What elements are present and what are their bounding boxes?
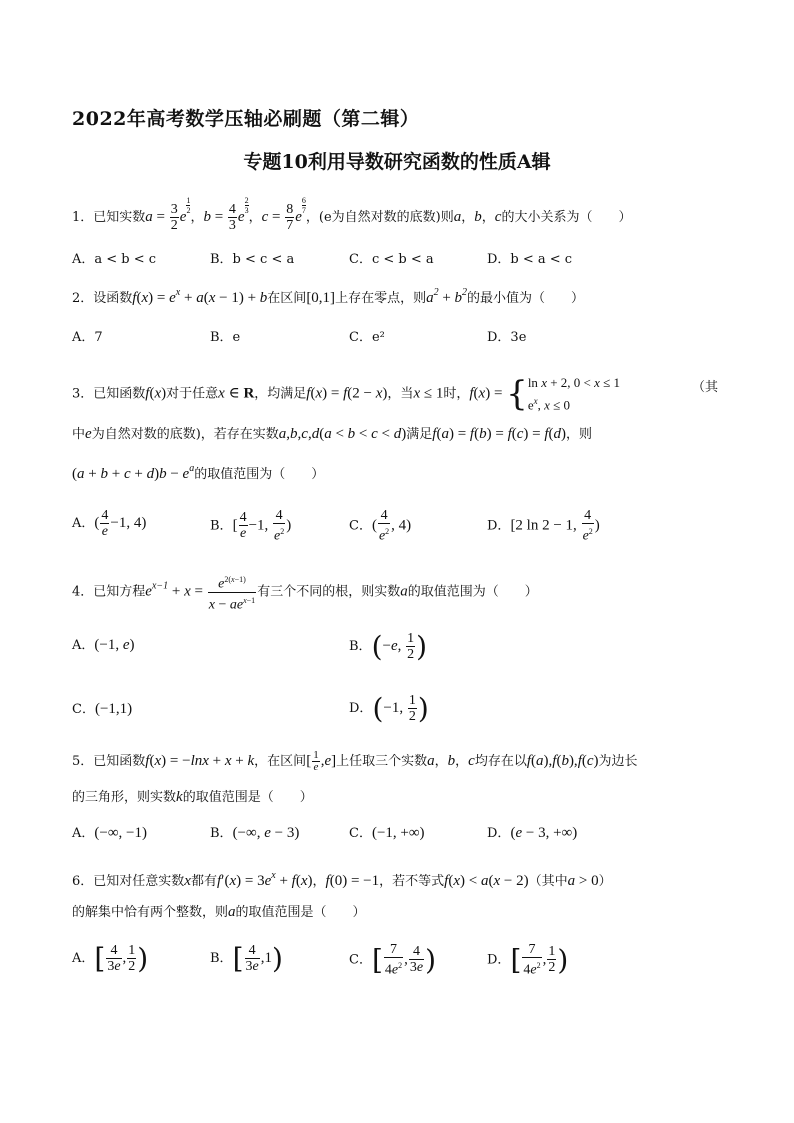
q6-option-c[interactable]: C．[ $\frac{7}{4e^2}$ , $\frac{4}{3e}$ ) xyxy=(349,942,437,978)
q4-option-b[interactable]: B．(−e, $\frac{1}{2}$ ) xyxy=(349,630,428,663)
q2-option-d[interactable]: D．3e xyxy=(487,330,527,345)
question-1: 1．已知实数a = $\frac{3}{2}$ e $\frac{1}{2}$ ，b = $\frac{4}{3}$ e $\frac{2}{3}$ ，c = $\frac{8}{7}$ e $\frac{6}{7}$ ，(e为自然对数的底数)则a，b，c的大小关系为（ ） xyxy=(72,196,632,233)
question-3: 3．已知函数f(x)对于任意x ∈ R，均满足f(x) = f(2 − x)，当x ≤ 1时，f(x) = { ln x + 2, 0 < x ≤ 1 $e^x$, x ≤ 0 xyxy=(72,374,621,415)
q2-option-b[interactable]: B．e xyxy=(210,330,241,345)
page-title: 2022年高考数学压轴必刷题（第二辑） xyxy=(72,108,420,130)
q5-option-d[interactable]: D．(e − 3, +∞) xyxy=(487,825,578,841)
q1-option-c[interactable]: C．c < b < a xyxy=(349,252,434,267)
q5-option-a[interactable]: A．(−∞, −1) xyxy=(72,825,147,841)
q3-option-c[interactable]: C．( $\frac{4}{e^2}$ , 4) xyxy=(349,508,412,544)
question-4: 4．已知方程$e^{x-1} + x$ = $\frac{e^{2(x-1)}}{x - ae^{x-1}}$ 有三个不同的根，则实数a的取值范围为（ ） xyxy=(72,575,538,613)
q2-option-c[interactable]: C．e² xyxy=(349,330,385,345)
q1-option-d[interactable]: D．b < a < c xyxy=(487,252,573,267)
q3-option-a[interactable]: A．( $\frac{4}{e}$ −1, 4) xyxy=(72,508,147,539)
q4-option-c[interactable]: C．(−1,1) xyxy=(72,701,133,717)
page-subtitle: 专题10利用导数研究函数的性质A辑 xyxy=(243,151,551,173)
q1-option-a[interactable]: A．a < b < c xyxy=(72,252,157,267)
q5-option-c[interactable]: C．(−1, +∞) xyxy=(349,825,425,841)
q5-option-b[interactable]: B．(−∞, e − 3) xyxy=(210,825,300,841)
q6-option-b[interactable]: B．[ $\frac{4}{3e}$ ,1) xyxy=(210,942,283,975)
q3-option-d[interactable]: D．[2 ln 2 − 1, $\frac{4}{e^2}$ ) xyxy=(487,508,600,544)
q6-option-a[interactable]: A．[ $\frac{4}{3e}$ , $\frac{1}{2}$ ) xyxy=(72,942,149,975)
q1-option-b[interactable]: B．b < c < a xyxy=(210,252,295,267)
question-6: 6．已知对任意实数x都有$f'(x) = 3e^x + f(x)$，f(0) = −1，若不等式f(x) < a(x − 2)（其中a > 0） xyxy=(72,870,612,889)
q4-option-a[interactable]: A．(−1, e) xyxy=(72,637,135,653)
question-6-line-2: 的解集中恰有两个整数，则a的取值范围是（ ） xyxy=(72,904,366,920)
q2-option-a[interactable]: A．7 xyxy=(72,330,103,345)
q4-option-d[interactable]: D．(−1, $\frac{1}{2}$ ) xyxy=(349,692,429,725)
question-5-line-2: 的三角形，则实数k的取值范围是（ ） xyxy=(72,789,313,805)
question-3-line-3: $(a + b + c + d)b - e^a$的取值范围为（ ） xyxy=(72,463,325,482)
q3-continuation: （其 xyxy=(692,380,719,395)
question-2: 2．设函数$f(x) = e^x + a(x - 1) + b$在区间[0,1]上存在零点，则$a^2 + b^2$的最小值为（ ） xyxy=(72,287,585,306)
q6-option-d[interactable]: D．[ $\frac{7}{4e^2}$ , $\frac{1}{2}$ ) xyxy=(487,942,569,978)
q3-option-b[interactable]: B．[ $\frac{4}{e}$ −1, $\frac{4}{e^2}$ ) xyxy=(210,508,292,544)
question-3-line-2: 中e为自然对数的底数)，若存在实数a,b,c,d(a < b < c < d)满足f(a) = f(b) = f(c) = f(d)，则 xyxy=(72,426,593,442)
question-5: 5．已知函数f(x) = −lnx + x + k，在区间[ $\frac{1}{e}$ ,e]上任取三个实数a，b，c均存在以f(a),f(b),f(c)为边长 xyxy=(72,749,638,773)
